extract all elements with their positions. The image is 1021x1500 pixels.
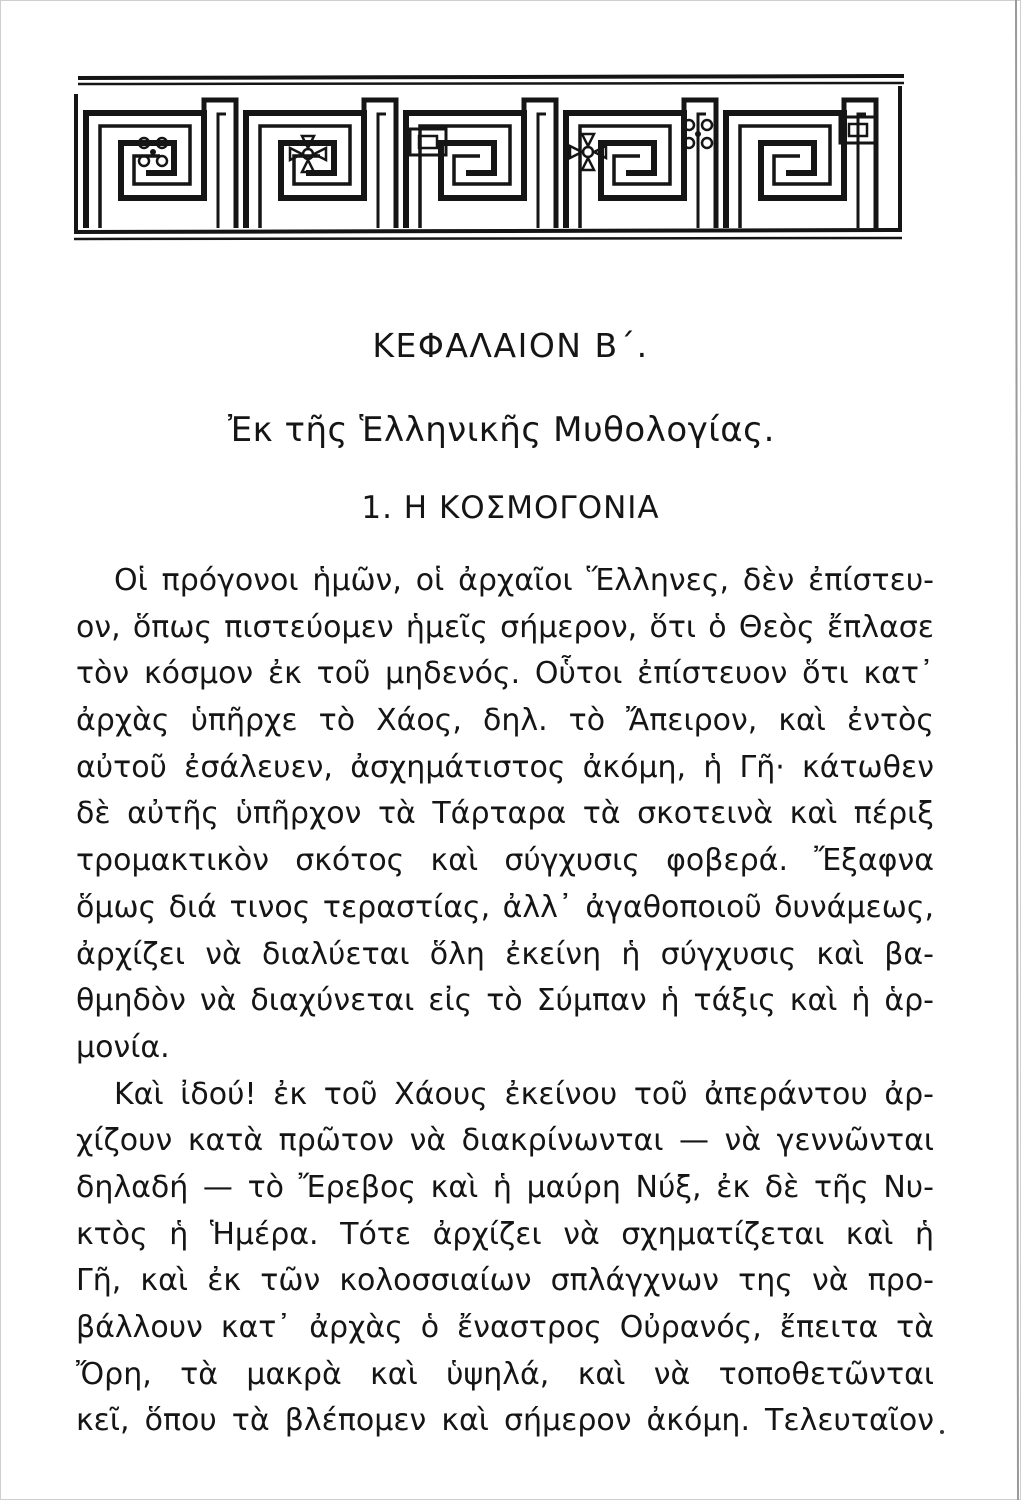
text-line: Ὄρη, τὰ μακρὰ καὶ ὑψηλά, καὶ νὰ τοποθετῶνται <box>76 1356 934 1392</box>
text-line: χίζουν κατὰ πρῶτον νὰ διακρίνωνται — νὰ γεννῶνται <box>76 1123 934 1159</box>
text-line: δὲ αὐτῆς ὑπῆρχον τὰ Τάρταρα τὰ σκοτεινὰ καὶ πέριξ <box>76 796 934 832</box>
text-line: μονία. <box>76 1029 170 1065</box>
paragraph-1 <box>76 558 934 1072</box>
body-text <box>76 558 934 1445</box>
text-line: κτὸς ἡ Ἡμέρα. Τότε ἀρχίζει νὰ σχηματίζεται καὶ ἡ <box>76 1216 934 1252</box>
chapter-heading: ΚΕΦΑΛΑΙΟΝ Β΄. <box>372 326 649 365</box>
text-line: ον, ὅπως πιστεύομεν ἡμεῖς σήμερον, ὅτι ὁ Θεὸς ἔπλασε <box>76 609 934 645</box>
ink-speck <box>940 1430 944 1434</box>
text-line: τὸν κόσμον ἐκ τοῦ μηδενός. Οὗτοι ἐπίστευον ὅτι κατ᾽ <box>76 656 934 692</box>
text-line: θμηδὸν νὰ διαχύνεται εἰς τὸ Σύμπαν ἡ τάξις καὶ ἡ ἁρ- <box>76 983 934 1019</box>
text-line: Οἱ πρόγονοι ἡμῶν, οἱ ἀρχαῖοι Ἕλληνες, δὲν ἐπίστευ- <box>114 563 934 598</box>
paragraph-2 <box>76 1072 934 1446</box>
text-line: αὐτοῦ ἐσάλευεν, ἀσχημάτιστος ἀκόμη, ἡ Γῆ· κάτωθεν <box>76 749 934 785</box>
greek-key-frieze <box>68 72 908 247</box>
text-line: ὅμως διά τινος τεραστίας, ἀλλ᾽ ἀγαθοποιοῦ δυνάμεως, <box>76 889 934 925</box>
text-line: Καὶ ἰδού! ἐκ τοῦ Χάους ἐκείνου τοῦ ἀπεράντου ἀρ- <box>114 1076 934 1112</box>
text-line: βάλλουν κατ᾽ ἀρχὰς ὁ ἔναστρος Οὐρανός, ἔπειτα τὰ <box>76 1310 934 1345</box>
chapter-subtitle: Ἐκ τῆς Ἑλληνικῆς Μυθολογίας. <box>228 410 775 450</box>
text-line: κεῖ, ὅπου τὰ βλέπομεν καὶ σήμερον ἀκόμη. Τελευταῖον <box>76 1403 934 1439</box>
text-line: τρομακτικὸν σκότος καὶ σύγχυσις φοβερά. Ἔξαφνα <box>76 843 934 879</box>
section-title: 1. Η ΚΟΣΜΟΓΟΝΙΑ <box>361 490 660 526</box>
text-line: δηλαδή — τὸ Ἔρεβος καὶ ἡ μαύρη Νύξ, ἐκ δὲ τῆς Νυ- <box>76 1169 934 1205</box>
text-line: ἀρχὰς ὑπῆρχε τὸ Χάος, δηλ. τὸ Ἄπειρον, καὶ ἐντὸς <box>76 703 934 739</box>
text-line: Γῆ, καὶ ἐκ τῶν κολοσσιαίων σπλάγχνων της νὰ προ- <box>76 1263 934 1299</box>
text-line: ἀρχίζει νὰ διαλύεται ὅλη ἐκείνη ἡ σύγχυσις καὶ βα- <box>76 936 934 972</box>
